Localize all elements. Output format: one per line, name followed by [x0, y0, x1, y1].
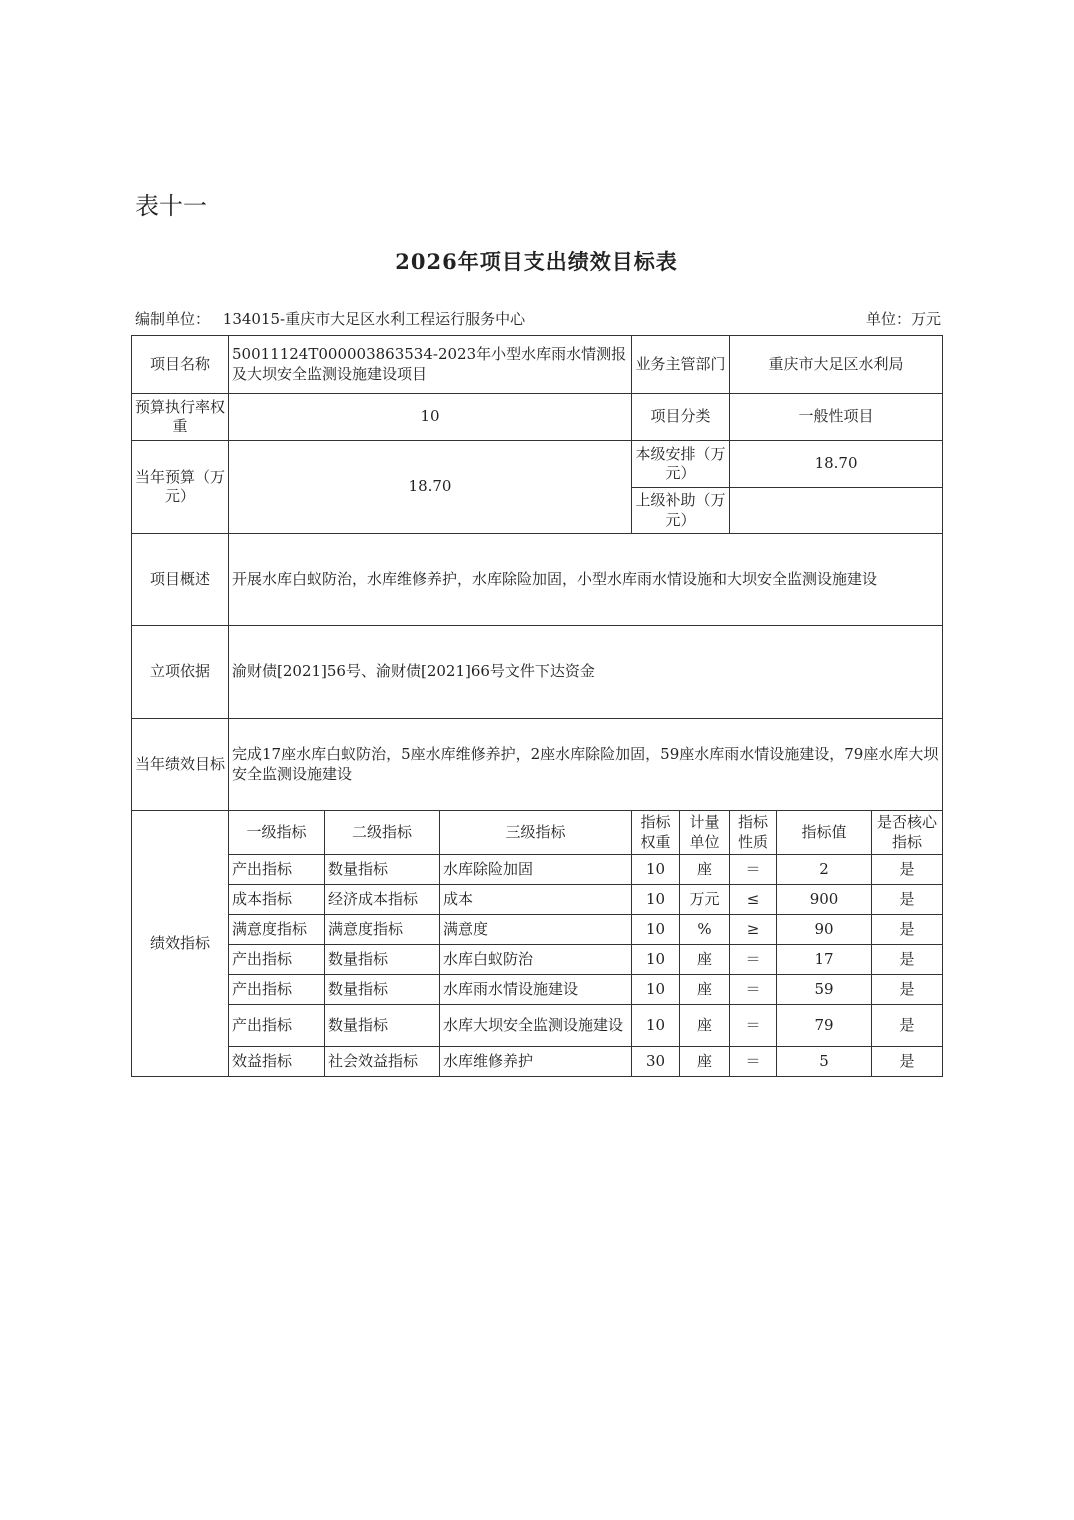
level2-cell: 数量指标 [325, 855, 440, 885]
unit-cell: 万元 [680, 885, 730, 915]
level2-cell: 数量指标 [325, 945, 440, 975]
nature-cell: ＝ [730, 945, 777, 975]
local-value: 18.70 [730, 441, 943, 488]
dept-value: 重庆市大足区水利局 [730, 336, 943, 394]
basis-label: 立项依据 [132, 626, 229, 719]
level2-cell: 满意度指标 [325, 915, 440, 945]
level3-cell: 水库维修养护 [440, 1047, 632, 1077]
overview-value: 开展水库白蚁防治，水库维修养护，水库除险加固，小型水库雨水情设施和大坝安全监测设施建设 [229, 534, 943, 626]
core-cell: 是 [872, 1047, 943, 1077]
upper-label: 上级补助（万元） [632, 488, 730, 534]
level3-cell: 水库雨水情设施建设 [440, 975, 632, 1005]
performance-target-table [131, 335, 943, 1077]
level1-cell: 成本指标 [229, 885, 325, 915]
table-row [132, 975, 943, 1005]
local-label: 本级安排（万元） [632, 441, 730, 488]
value-cell: 90 [777, 915, 872, 945]
unit-cell: 座 [680, 1047, 730, 1077]
level1-cell: 产出指标 [229, 945, 325, 975]
budget-label: 当年预算（万元） [132, 441, 229, 534]
header-nature: 指标性质 [730, 811, 777, 855]
weight-cell: 10 [632, 855, 680, 885]
nature-cell: ＝ [730, 855, 777, 885]
level3-cell: 水库白蚁防治 [440, 945, 632, 975]
table-row [132, 915, 943, 945]
basis-value: 渝财债[2021]56号、渝财债[2021]66号文件下达资金 [229, 626, 943, 719]
nature-cell: ≤ [730, 885, 777, 915]
value-cell: 17 [777, 945, 872, 975]
exec-weight-value: 10 [229, 394, 632, 441]
weight-cell: 10 [632, 915, 680, 945]
level2-cell: 社会效益指标 [325, 1047, 440, 1077]
weight-cell: 10 [632, 1005, 680, 1047]
level2-cell: 数量指标 [325, 975, 440, 1005]
core-cell: 是 [872, 915, 943, 945]
table-row [132, 1047, 943, 1077]
level1-cell: 产出指标 [229, 855, 325, 885]
level3-cell: 成本 [440, 885, 632, 915]
budget-row [132, 441, 943, 488]
header-core: 是否核心指标 [872, 811, 943, 855]
exec-weight-row [132, 394, 943, 441]
page-title: 2026年项目支出绩效目标表 [395, 249, 678, 274]
core-cell: 是 [872, 975, 943, 1005]
table-number-label: 表十一 [135, 192, 207, 220]
goal-value: 完成17座水库白蚁防治，5座水库维修养护，2座水库除险加固，59座水库雨水情设施建设，79座水库大坝安全监测设施建设 [229, 719, 943, 811]
indicator-header-row [132, 811, 943, 855]
core-cell: 是 [872, 855, 943, 885]
header-level3: 三级指标 [440, 811, 632, 855]
level2-cell: 经济成本指标 [325, 885, 440, 915]
category-value: 一般性项目 [730, 394, 943, 441]
level1-cell: 产出指标 [229, 975, 325, 1005]
unit-cell: % [680, 915, 730, 945]
core-cell: 是 [872, 945, 943, 975]
header-value: 指标值 [777, 811, 872, 855]
nature-cell: ＝ [730, 1047, 777, 1077]
value-cell: 2 [777, 855, 872, 885]
weight-cell: 10 [632, 885, 680, 915]
table-row [132, 855, 943, 885]
level1-cell: 效益指标 [229, 1047, 325, 1077]
unit-cell: 座 [680, 1005, 730, 1047]
basis-row [132, 626, 943, 719]
nature-cell: ＝ [730, 975, 777, 1005]
goal-label: 当年绩效目标 [132, 719, 229, 811]
table-row [132, 885, 943, 915]
level2-cell: 数量指标 [325, 1005, 440, 1047]
table-row [132, 945, 943, 975]
unit-cell: 座 [680, 855, 730, 885]
overview-row [132, 534, 943, 626]
currency-unit: 单位：万元 [865, 310, 941, 328]
value-cell: 59 [777, 975, 872, 1005]
upper-value [730, 488, 943, 534]
weight-cell: 10 [632, 975, 680, 1005]
header-level1: 一级指标 [229, 811, 325, 855]
unit-cell: 座 [680, 945, 730, 975]
goal-row [132, 719, 943, 811]
project-name-label: 项目名称 [132, 336, 229, 394]
weight-cell: 10 [632, 945, 680, 975]
nature-cell: ≥ [730, 915, 777, 945]
nature-cell: ＝ [730, 1005, 777, 1047]
header-weight: 指标权重 [632, 811, 680, 855]
project-name-row [132, 336, 943, 394]
level3-cell: 水库除险加固 [440, 855, 632, 885]
unit-cell: 座 [680, 975, 730, 1005]
core-cell: 是 [872, 1005, 943, 1047]
header-unit: 计量单位 [680, 811, 730, 855]
project-name: 50011124T000003863534-2023年小型水库雨水情测报及大坝安全监测设施建设项目 [229, 336, 632, 394]
value-cell: 79 [777, 1005, 872, 1047]
category-label: 项目分类 [632, 394, 730, 441]
level3-cell: 满意度 [440, 915, 632, 945]
weight-cell: 30 [632, 1047, 680, 1077]
value-cell: 5 [777, 1047, 872, 1077]
compiling-unit-value: 134015-重庆市大足区水利工程运行服务中心 [222, 310, 526, 328]
compiling-unit [135, 308, 525, 329]
budget-value: 18.70 [229, 441, 632, 534]
level3-cell: 水库大坝安全监测设施建设 [440, 1005, 632, 1047]
level1-cell: 满意度指标 [229, 915, 325, 945]
header-level2: 二级指标 [325, 811, 440, 855]
table-row [132, 1005, 943, 1047]
dept-label: 业务主管部门 [632, 336, 730, 394]
overview-label: 项目概述 [132, 534, 229, 626]
exec-weight-label: 预算执行率权重 [132, 394, 229, 441]
level1-cell: 产出指标 [229, 1005, 325, 1047]
compiling-unit-label: 编制单位： [135, 310, 211, 328]
indicator-section-label: 绩效指标 [132, 811, 229, 1077]
core-cell: 是 [872, 885, 943, 915]
value-cell: 900 [777, 885, 872, 915]
